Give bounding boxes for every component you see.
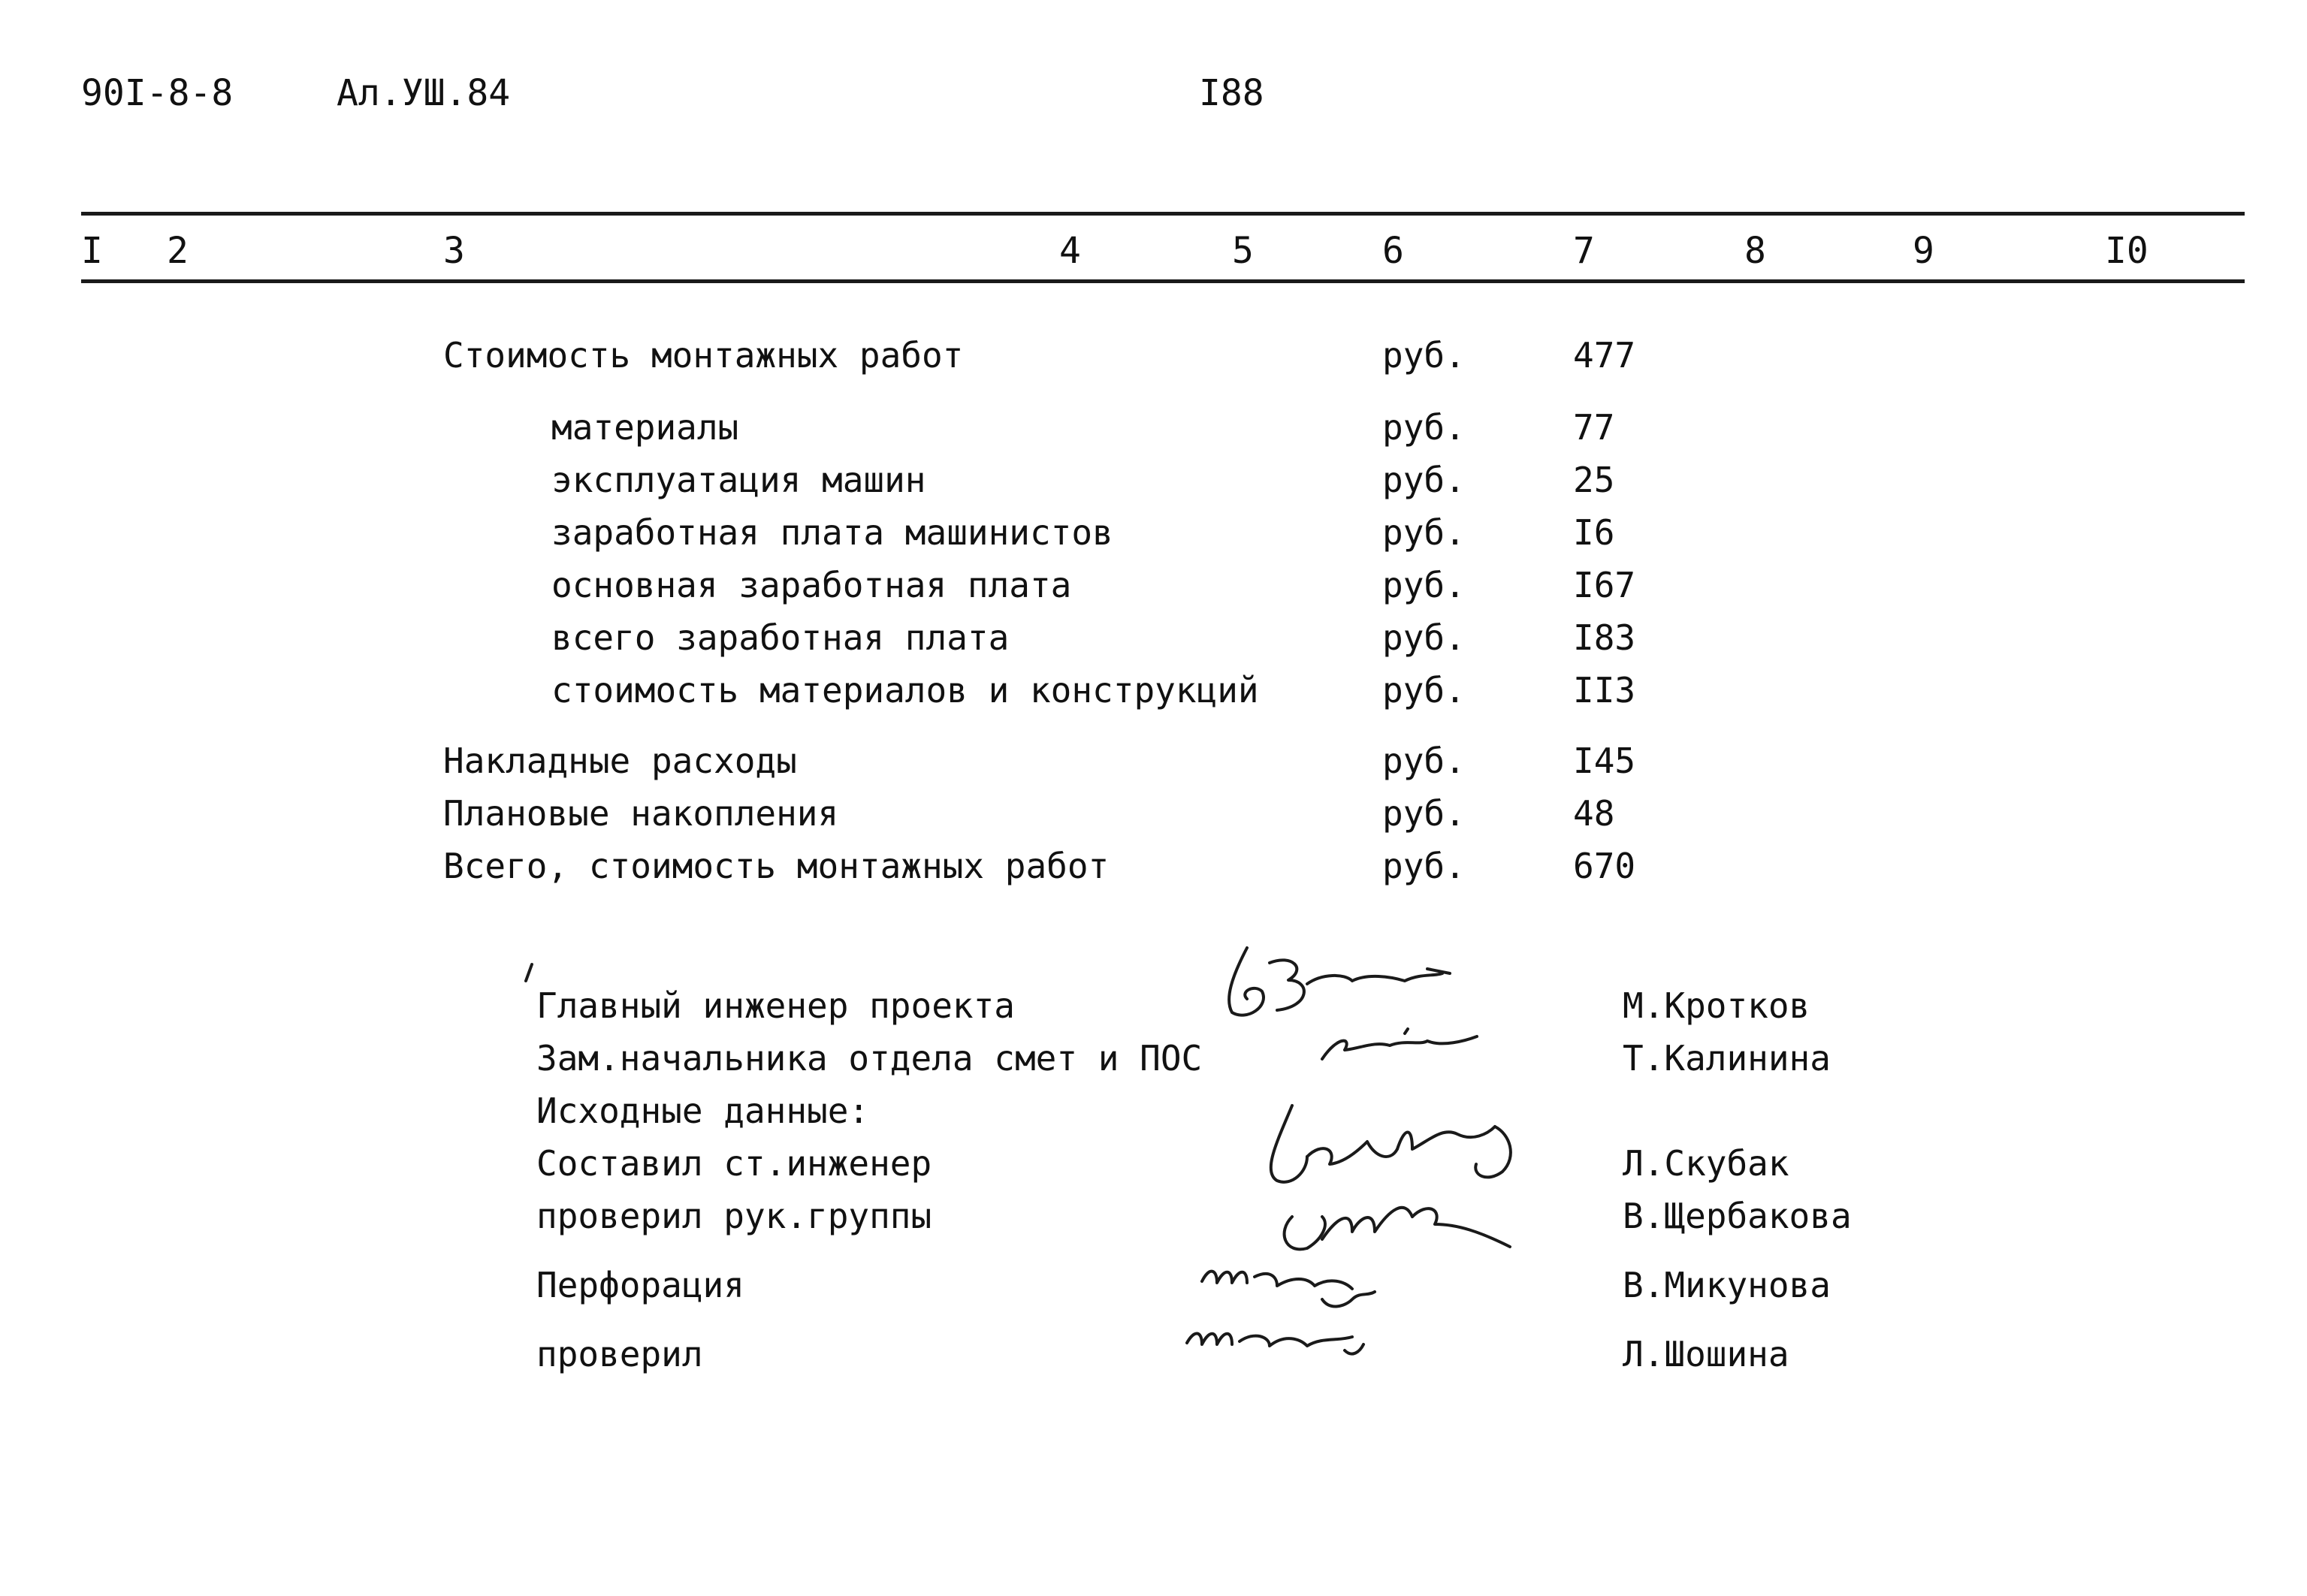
signature-role: Зам.начальника отдела смет и ПОС xyxy=(536,1038,1203,1079)
row-unit: руб. xyxy=(1382,407,1466,448)
row-label: стоимость материалов и конструкций xyxy=(551,670,1259,711)
signature-role: Перфорация xyxy=(536,1265,744,1305)
column-number-2: 2 xyxy=(167,230,189,272)
handwritten-signature-chief-engineer xyxy=(518,954,1495,1344)
column-number-1: I xyxy=(81,230,103,272)
column-number-10: I0 xyxy=(2105,230,2148,272)
row-label: Плановые накопления xyxy=(443,793,839,834)
row-unit: руб. xyxy=(1382,741,1466,781)
column-number-7: 7 xyxy=(1573,230,1595,272)
row-label: материалы xyxy=(551,407,739,448)
signature-name: В.Микунова xyxy=(1623,1265,1831,1305)
row-value: I67 xyxy=(1573,565,1636,605)
row-unit: руб. xyxy=(1382,565,1466,605)
signature-role: Исходные данные: xyxy=(536,1091,870,1131)
document-code: 90I-8-8 xyxy=(81,72,234,114)
column-number-8: 8 xyxy=(1744,230,1766,272)
signature-role: Составил ст.инженер xyxy=(536,1143,932,1184)
row-value: 48 xyxy=(1573,793,1615,834)
row-unit: руб. xyxy=(1382,846,1466,886)
signature-name: Л.Шошина xyxy=(1623,1334,1789,1374)
column-number-3: 3 xyxy=(443,230,465,272)
row-value: 25 xyxy=(1573,460,1615,500)
row-value: I83 xyxy=(1573,617,1636,658)
header-bottom-rule xyxy=(81,279,2245,283)
row-label: Всего, стоимость монтажных работ xyxy=(443,846,1110,886)
row-value: 670 xyxy=(1573,846,1636,886)
row-unit: руб. xyxy=(1382,512,1466,553)
signature-name: В.Щербакова xyxy=(1623,1196,1852,1236)
row-unit: руб. xyxy=(1382,670,1466,711)
row-unit: руб. xyxy=(1382,617,1466,658)
signature-name: М.Кротков xyxy=(1623,985,1810,1026)
signature-role: Главный инженер проекта xyxy=(536,985,1015,1026)
row-label: Накладные расходы xyxy=(443,741,797,781)
column-number-6: 6 xyxy=(1382,230,1404,272)
header-top-rule xyxy=(81,212,2245,216)
row-value: I6 xyxy=(1573,512,1615,553)
row-unit: руб. xyxy=(1382,335,1466,376)
column-number-5: 5 xyxy=(1232,230,1254,272)
signature-role: проверил рук.группы xyxy=(536,1196,932,1236)
row-label: заработная плата машинистов xyxy=(551,512,1113,553)
album-reference: Ал.УШ.84 xyxy=(337,72,511,114)
signature-role: проверил xyxy=(536,1334,703,1374)
row-label: основная заработная плата xyxy=(551,565,1072,605)
row-value: 77 xyxy=(1573,407,1615,448)
row-unit: руб. xyxy=(1382,460,1466,500)
row-label: эксплуатация машин xyxy=(551,460,926,500)
row-value: I45 xyxy=(1573,741,1636,781)
row-label: Стоимость монтажных работ xyxy=(443,335,964,376)
row-label: всего заработная плата xyxy=(551,617,1010,658)
row-unit: руб. xyxy=(1382,793,1466,834)
signature-name: Л.Скубак xyxy=(1623,1143,1789,1184)
column-number-9: 9 xyxy=(1913,230,1934,272)
page-number: I88 xyxy=(1199,72,1264,114)
signature-name: Т.Калинина xyxy=(1623,1038,1831,1079)
row-value: II3 xyxy=(1573,670,1636,711)
row-value: 477 xyxy=(1573,335,1636,376)
column-number-4: 4 xyxy=(1059,230,1081,272)
